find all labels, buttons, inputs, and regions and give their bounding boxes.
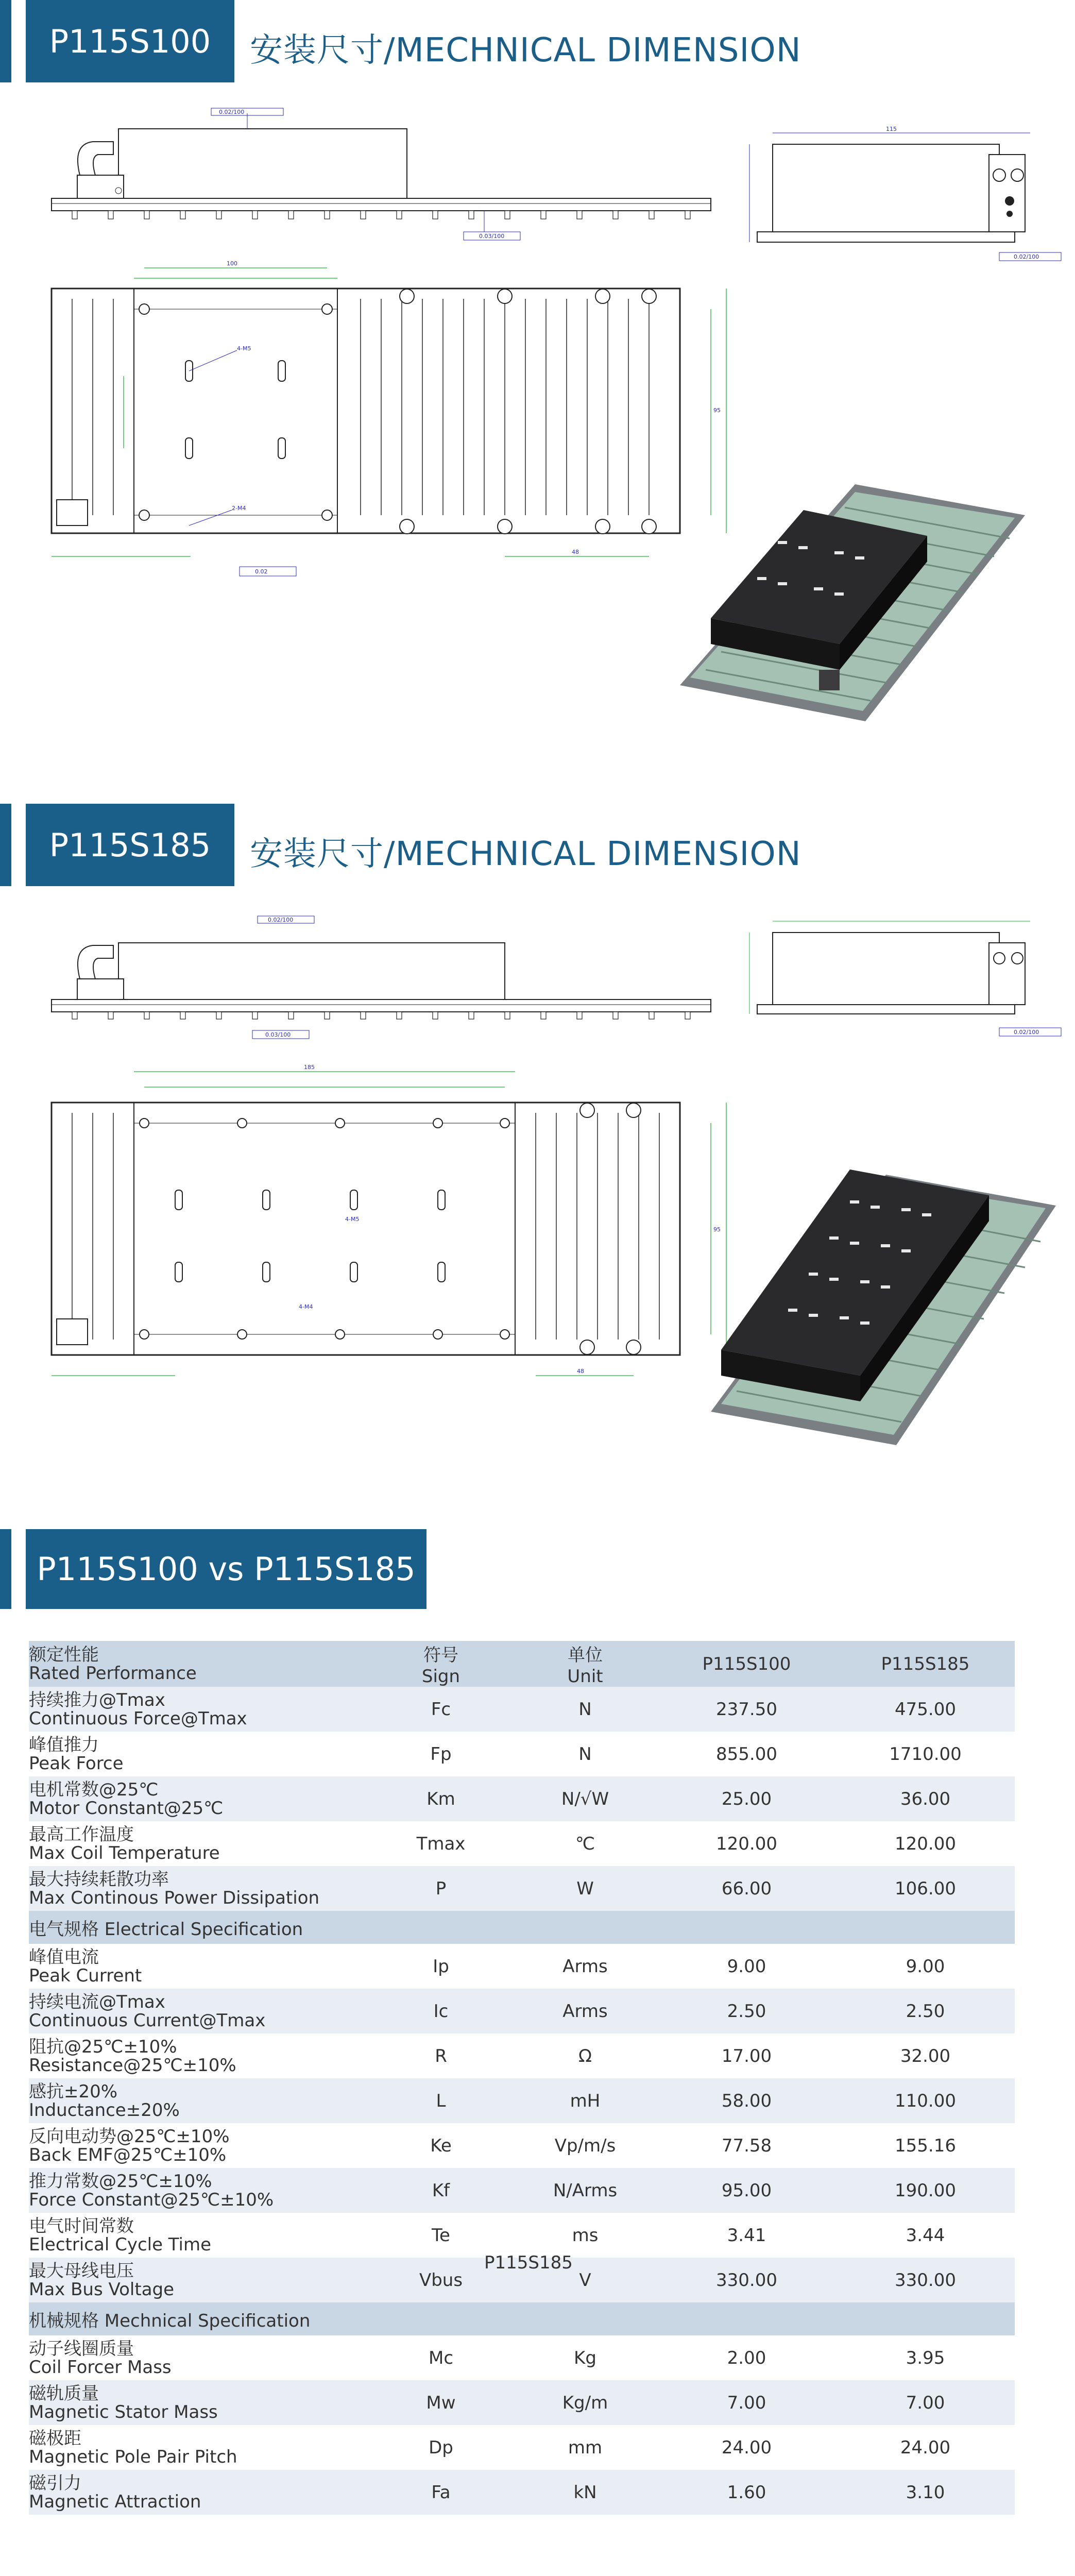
row-sign: Tmax <box>416 1833 466 1854</box>
row-unit: Vp/m/s <box>554 2135 616 2156</box>
dim-label: 0.02 <box>255 568 268 575</box>
header-sign-en: Sign <box>421 1666 460 1687</box>
row-value-2: 3.10 <box>906 2482 945 2503</box>
row-name-cn: 最大持续耗散功率 <box>29 1869 169 1890</box>
row-name-cn: 最高工作温度 <box>29 1824 134 1845</box>
row-sign: Mw <box>426 2392 456 2413</box>
row-sign: Ic <box>433 2001 449 2022</box>
spec-table-header <box>29 1641 1015 1687</box>
s100-end-view-drawing <box>742 124 1071 273</box>
row-unit: Arms <box>562 1956 608 1977</box>
row-unit: N/√W <box>561 1788 609 1809</box>
dim-label: 0.02/100 <box>1014 253 1039 260</box>
dim-label: 0.03/100 <box>265 1031 291 1038</box>
table-group-header <box>29 2302 1015 2335</box>
row-value-1: 237.50 <box>716 1699 777 1720</box>
row-sign: Fa <box>431 2482 451 2503</box>
row-value-1: 1.60 <box>727 2482 766 2503</box>
table-row <box>29 2123 1015 2168</box>
dim-label: 185 <box>304 1064 315 1071</box>
row-unit: W <box>576 1878 594 1899</box>
row-value-1: 25.00 <box>721 1788 772 1809</box>
row-value-1: 24.00 <box>721 2437 772 2458</box>
section-accent-bar <box>0 1529 11 1609</box>
row-value-1: 7.00 <box>727 2392 766 2413</box>
dim-label: 48 <box>572 549 579 555</box>
row-name-cn: 磁引力 <box>29 2472 81 2494</box>
dim-label: 100 <box>227 260 237 267</box>
header-name-cn: 额定性能 <box>29 1644 99 1665</box>
row-name-en: Electrical Cycle Time <box>29 2234 212 2255</box>
table-row <box>29 2213 1015 2258</box>
row-value-2: 2.50 <box>906 2001 945 2022</box>
row-sign: Ke <box>430 2135 452 2156</box>
row-sign: Te <box>432 2225 450 2246</box>
row-name-en: Max Bus Voltage <box>29 2279 175 2300</box>
row-name-en: Magnetic Attraction <box>29 2491 201 2512</box>
dim-label: 2-M4 <box>232 505 246 512</box>
header-col2: P115S185 <box>881 1653 970 1674</box>
row-value-2: 3.44 <box>906 2225 945 2246</box>
dim-label: 0.02/100 <box>268 917 294 923</box>
row-name-cn: 动子线圈质量 <box>29 2338 134 2359</box>
row-value-1: 58.00 <box>721 2090 772 2111</box>
row-name-en: Max Coil Temperature <box>29 1842 220 1863</box>
spec-table <box>29 1641 1015 2515</box>
dim-label: 48 <box>577 1368 584 1375</box>
row-value-2: 36.00 <box>900 1788 951 1809</box>
row-name-cn: 磁轨质量 <box>29 2383 99 2404</box>
row-value-1: 95.00 <box>721 2180 772 2201</box>
row-value-1: 3.41 <box>727 2225 766 2246</box>
row-value-2: 475.00 <box>895 1699 956 1720</box>
section-title: 安装尺寸/MECHNICAL DIMENSION <box>250 835 801 873</box>
s185-top-view-drawing <box>41 1051 742 1391</box>
dim-label: 4-M5 <box>345 1216 360 1223</box>
row-sign: Vbus <box>419 2269 463 2291</box>
row-value-2: 106.00 <box>895 1878 956 1899</box>
row-value-2: 24.00 <box>900 2437 951 2458</box>
dim-label: 0.02/100 <box>1014 1029 1039 1036</box>
header-name-en: Rated Performance <box>29 1663 197 1684</box>
table-row <box>29 2380 1015 2425</box>
row-sign: P <box>435 1878 447 1899</box>
row-name-en: Continuous Current@Tmax <box>29 2010 266 2031</box>
header-col1: P115S100 <box>702 1653 791 1674</box>
row-name-en: Inductance±20% <box>29 2099 180 2121</box>
table-row <box>29 1732 1015 1776</box>
s100-side-view-drawing <box>41 103 726 258</box>
header-unit-en: Unit <box>567 1666 603 1687</box>
electrical-spec-title: 电气规格 Electrical Specification <box>29 1919 303 1940</box>
dim-label: 95 <box>713 407 721 414</box>
row-value-2: 7.00 <box>906 2392 945 2413</box>
row-name-cn: 峰值推力 <box>29 1734 99 1755</box>
row-unit: N <box>578 1699 592 1720</box>
row-value-1: 2.50 <box>727 2001 766 2022</box>
row-sign: Ip <box>433 1956 449 1977</box>
row-value-2: 330.00 <box>895 2269 956 2291</box>
row-name-en: Peak Current <box>29 1965 142 1986</box>
s100-top-view-drawing <box>41 258 742 587</box>
table-row <box>29 1944 1015 1989</box>
s100-3d-render <box>670 443 1030 726</box>
section-label: P115S100 <box>26 0 234 82</box>
row-name-cn: 电机常数@25℃ <box>29 1779 159 1800</box>
row-sign: Fc <box>431 1699 451 1720</box>
row-value-1: 855.00 <box>716 1743 777 1765</box>
table-row <box>29 1989 1015 2033</box>
dim-label: 0.02/100 <box>219 109 245 115</box>
dim-label: 115 <box>886 126 897 132</box>
row-sign: Km <box>426 1788 455 1809</box>
row-value-2: 110.00 <box>895 2090 956 2111</box>
table-row <box>29 2425 1015 2470</box>
table-row <box>29 2335 1015 2380</box>
row-sign: Mc <box>428 2347 454 2368</box>
row-sign: Kf <box>432 2180 450 2201</box>
row-value-1: 17.00 <box>721 2045 772 2066</box>
row-name-en: Resistance@25℃±10% <box>29 2055 236 2076</box>
stray-label: P115S185 <box>484 2252 573 2273</box>
row-value-2: 120.00 <box>895 1833 956 1854</box>
row-value-2: 1710.00 <box>889 1743 962 1765</box>
row-unit: kN <box>573 2482 597 2503</box>
table-row <box>29 2033 1015 2078</box>
row-value-2: 3.95 <box>906 2347 945 2368</box>
row-unit: Ω <box>578 2045 592 2066</box>
table-group-header <box>29 1911 1015 1944</box>
table-row <box>29 2470 1015 2515</box>
row-unit: ms <box>572 2225 599 2246</box>
table-row <box>29 2078 1015 2123</box>
section-title: 安装尺寸/MECHNICAL DIMENSION <box>250 31 801 70</box>
row-unit: Arms <box>562 2001 608 2022</box>
row-value-2: 9.00 <box>906 1956 945 1977</box>
section-accent-bar <box>0 804 11 886</box>
header-unit-cn: 单位 <box>568 1645 603 1666</box>
row-name-cn: 最大母线电压 <box>29 2260 134 2281</box>
row-unit: ℃ <box>575 1833 595 1854</box>
row-name-en: Coil Forcer Mass <box>29 2357 172 2378</box>
s185-end-view-drawing <box>742 912 1071 1046</box>
row-value-1: 77.58 <box>721 2135 772 2156</box>
row-unit: mm <box>568 2437 603 2458</box>
header-sign-cn: 符号 <box>423 1645 458 1666</box>
table-row <box>29 2168 1015 2213</box>
row-value-1: 2.00 <box>727 2347 766 2368</box>
table-row <box>29 1776 1015 1821</box>
section-accent-bar <box>0 0 11 82</box>
row-sign: R <box>435 2045 447 2066</box>
s185-side-view-drawing <box>41 912 726 1041</box>
row-unit: Kg/m <box>562 2392 608 2413</box>
row-name-en: Force Constant@25℃±10% <box>29 2189 274 2210</box>
row-name-en: Magnetic Pole Pair Pitch <box>29 2446 237 2467</box>
row-name-cn: 反向电动势@25℃±10% <box>29 2126 230 2147</box>
row-unit: N <box>578 1743 592 1765</box>
row-name-en: Peak Force <box>29 1753 124 1774</box>
row-sign: L <box>436 2090 446 2111</box>
row-value-2: 190.00 <box>895 2180 956 2201</box>
table-row <box>29 1866 1015 1911</box>
row-name-cn: 阻抗@25℃±10% <box>29 2036 177 2057</box>
section-label: P115S185 <box>26 804 234 886</box>
row-name-cn: 持续电流@Tmax <box>29 1991 165 2012</box>
row-value-1: 9.00 <box>727 1956 766 1977</box>
row-unit: Kg <box>574 2347 596 2368</box>
row-name-cn: 峰值电流 <box>29 1946 99 1968</box>
row-value-2: 155.16 <box>895 2135 956 2156</box>
row-name-en: Motor Constant@25℃ <box>29 1798 224 1819</box>
row-name-cn: 感抗±20% <box>29 2081 118 2102</box>
row-name-en: Back EMF@25℃±10% <box>29 2144 227 2165</box>
row-value-1: 66.00 <box>721 1878 772 1899</box>
row-name-cn: 磁极距 <box>29 2428 81 2449</box>
table-row <box>29 1687 1015 1732</box>
dim-label: 0.03/100 <box>479 233 505 240</box>
row-value-2: 32.00 <box>900 2045 951 2066</box>
dim-label: 95 <box>713 1226 721 1233</box>
row-unit: N/Arms <box>553 2180 618 2201</box>
row-name-en: Continuous Force@Tmax <box>29 1708 247 1729</box>
row-sign: Dp <box>429 2437 453 2458</box>
row-name-cn: 持续推力@Tmax <box>29 1689 165 1710</box>
row-name-en: Max Continous Power Dissipation <box>29 1887 320 1908</box>
row-unit: mH <box>570 2090 601 2111</box>
row-value-1: 120.00 <box>716 1833 777 1854</box>
section-label: P115S100 vs P115S185 <box>26 1529 426 1609</box>
row-name-cn: 电气时间常数 <box>29 2215 134 2236</box>
dim-label: 4-M4 <box>299 1303 313 1310</box>
row-value-1: 330.00 <box>716 2269 777 2291</box>
table-row <box>29 1821 1015 1866</box>
s185-3d-render <box>701 1164 1061 1453</box>
row-unit: V <box>579 2269 591 2291</box>
dim-label: 4-M5 <box>237 345 251 352</box>
row-sign: Fp <box>430 1743 452 1765</box>
row-name-cn: 推力常数@25℃±10% <box>29 2171 212 2192</box>
row-name-en: Magnetic Stator Mass <box>29 2401 218 2422</box>
mechanical-spec-title: 机械规格 Mechnical Specification <box>29 2310 311 2331</box>
